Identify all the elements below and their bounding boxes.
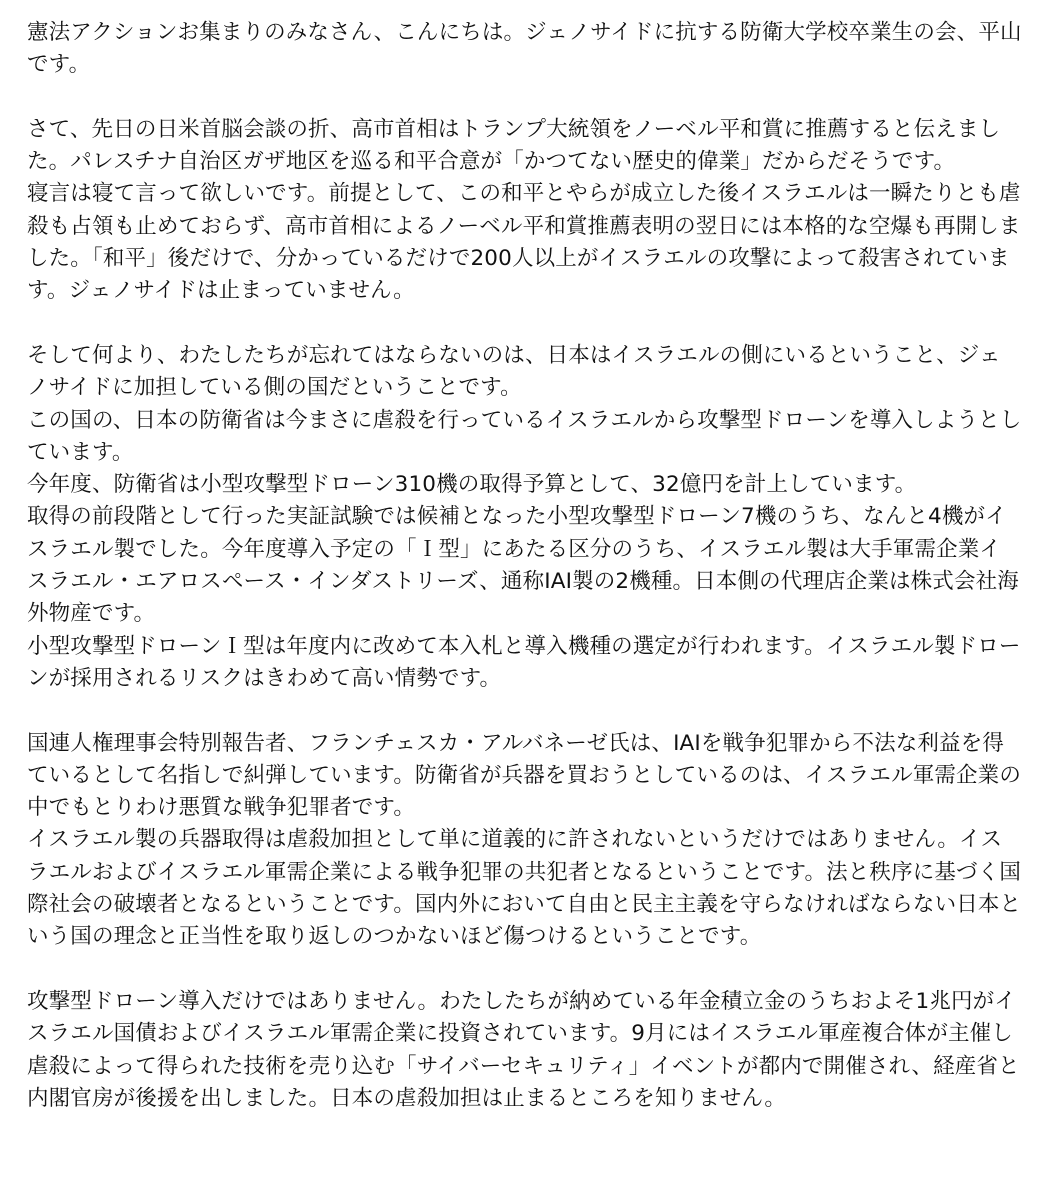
- paragraph-nobel-peace-prize: [27, 114, 1022, 308]
- text-line: 憲法アクションお集まりのみなさん、こんにちは。ジェノサイドに抗する防衛大学校卒業生の会、平山です。: [27, 20, 1022, 78]
- text-line: 国連人権理事会特別報告者、フランチェスカ・アルバネーゼ氏は、IAIを戦争犯罪から不法な利益を得ているとして名指しで糾弾しています。防衛省が兵器を買おうとしているのは、イスラエル軍需企業の中でもとりわけ悪質な戦争犯罪者です。: [27, 730, 1021, 821]
- text-line: 小型攻撃型ドローンＩ型は年度内に改めて本入札と導入機種の選定が行われます。イスラエル製ドローンが採用されるリスクはきわめて高い情勢です。: [27, 633, 1021, 691]
- text-line: 今年度、防衛省は小型攻撃型ドローン310機の取得予算として、32億円を計上しています。: [27, 472, 917, 498]
- paragraph-greeting: [27, 17, 1022, 82]
- text-line: 取得の前段階として行った実証試験では候補となった小型攻撃型ドローン7機のうち、なんと4機がイスラエル製でした。今年度導入予定の「Ｉ型」にあたる区分のうち、イスラエル製は大手軍需企業イスラエル・エアロスペース・インダストリーズ、通称IAI製の2機種。日本側の代理店企業は株式会社海外物産です。: [27, 504, 1019, 627]
- paragraph-un-rapporteur: [27, 728, 1022, 954]
- paragraph-drone-procurement: [27, 340, 1022, 695]
- text-line: この国の、日本の防衛省は今まさに虐殺を行っているイスラエルから攻撃型ドローンを導入しようとしています。: [27, 407, 1022, 465]
- text-line: イスラエル製の兵器取得は虐殺加担として単に道義的に許されないというだけではありません。イスラエルおよびイスラエル軍需企業による戦争犯罪の共犯者となるということです。法と秩序に基づく国際社会の破壊者となるということです。国内外において自由と民主主義を守らなければならない日本という国の理念と正当性を取り返しのつかないほど傷つけるということです。: [27, 827, 1022, 950]
- text-line: そして何より、わたしたちが忘れてはならないのは、日本はイスラエルの側にいるということ、ジェノサイドに加担している側の国だということです。: [27, 342, 1001, 401]
- text-line: さて、先日の日米首脳会談の折、高市首相はトランプ大統領をノーベル平和賞に推薦すると伝えました。パレスチナ自治区ガザ地区を巡る和平合意が「かつてない歴史的偉業」だからだそうです。: [27, 116, 1001, 175]
- text-line: 攻撃型ドローン導入だけではありません。わたしたちが納めている年金積立金のうちおよそ1兆円がイスラエル国債およびイスラエル軍需企業に投資されています。9月にはイスラエル軍産複合体が主催し虐殺によって得られた技術を売り込む「サイバーセキュリティ」イベントが都内で開催され、経産省と内閣官房が後援を出しました。日本の虐殺加担は止まるところを知りません。: [27, 988, 1020, 1111]
- text-line: 寝言は寝て言って欲しいです。前提として、この和平とやらが成立した後イスラエルは一瞬たりとも虐殺も占領も止めておらず、高市首相によるノーベル平和賞推薦表明の翌日には本格的な空爆も再開しました。「和平」後だけで、分かっているだけで200人以上がイスラエルの攻撃によって殺害されています。ジェノサイドは止まっていません。: [27, 181, 1021, 304]
- paragraph-pension-investment: [27, 986, 1022, 1115]
